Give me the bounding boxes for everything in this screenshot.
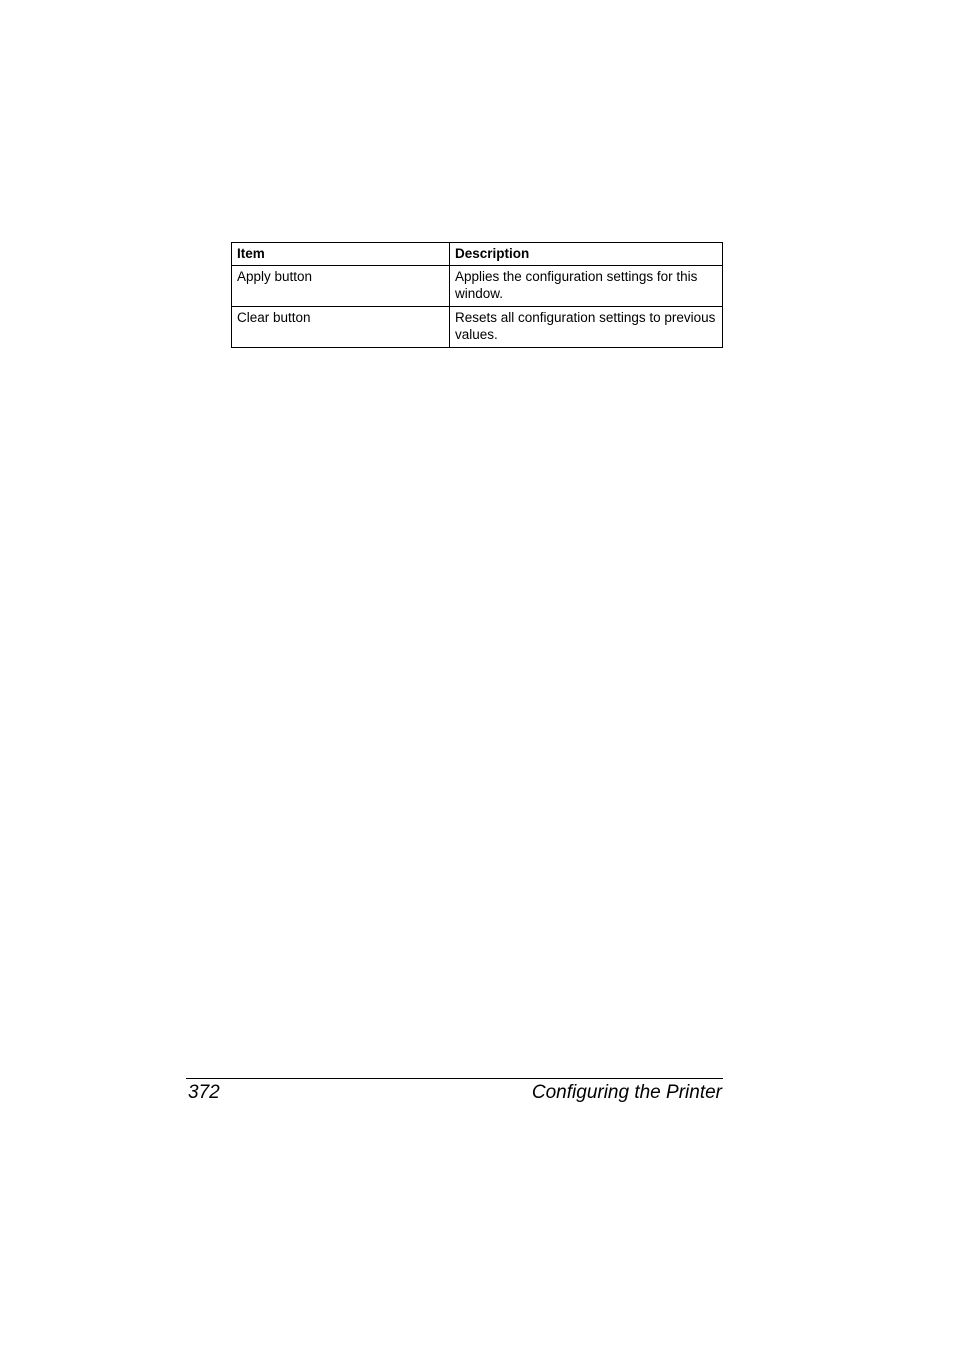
footer-section-title: Configuring the Printer <box>531 1082 722 1103</box>
table-cell-item: Apply button <box>232 266 450 307</box>
page-number: 372 <box>188 1082 220 1103</box>
table-cell-description: Applies the configuration settings for this window. <box>450 266 723 307</box>
table-row <box>232 266 723 307</box>
column-header-description: Description <box>450 243 723 266</box>
table-row <box>232 307 723 348</box>
table-header-row <box>232 243 723 266</box>
column-header-item: Item <box>232 243 450 266</box>
table-cell-description: Resets all configuration settings to previous values. <box>450 307 723 348</box>
item-description-table <box>231 242 723 348</box>
footer-divider <box>186 1078 723 1079</box>
table-cell-item: Clear button <box>232 307 450 348</box>
